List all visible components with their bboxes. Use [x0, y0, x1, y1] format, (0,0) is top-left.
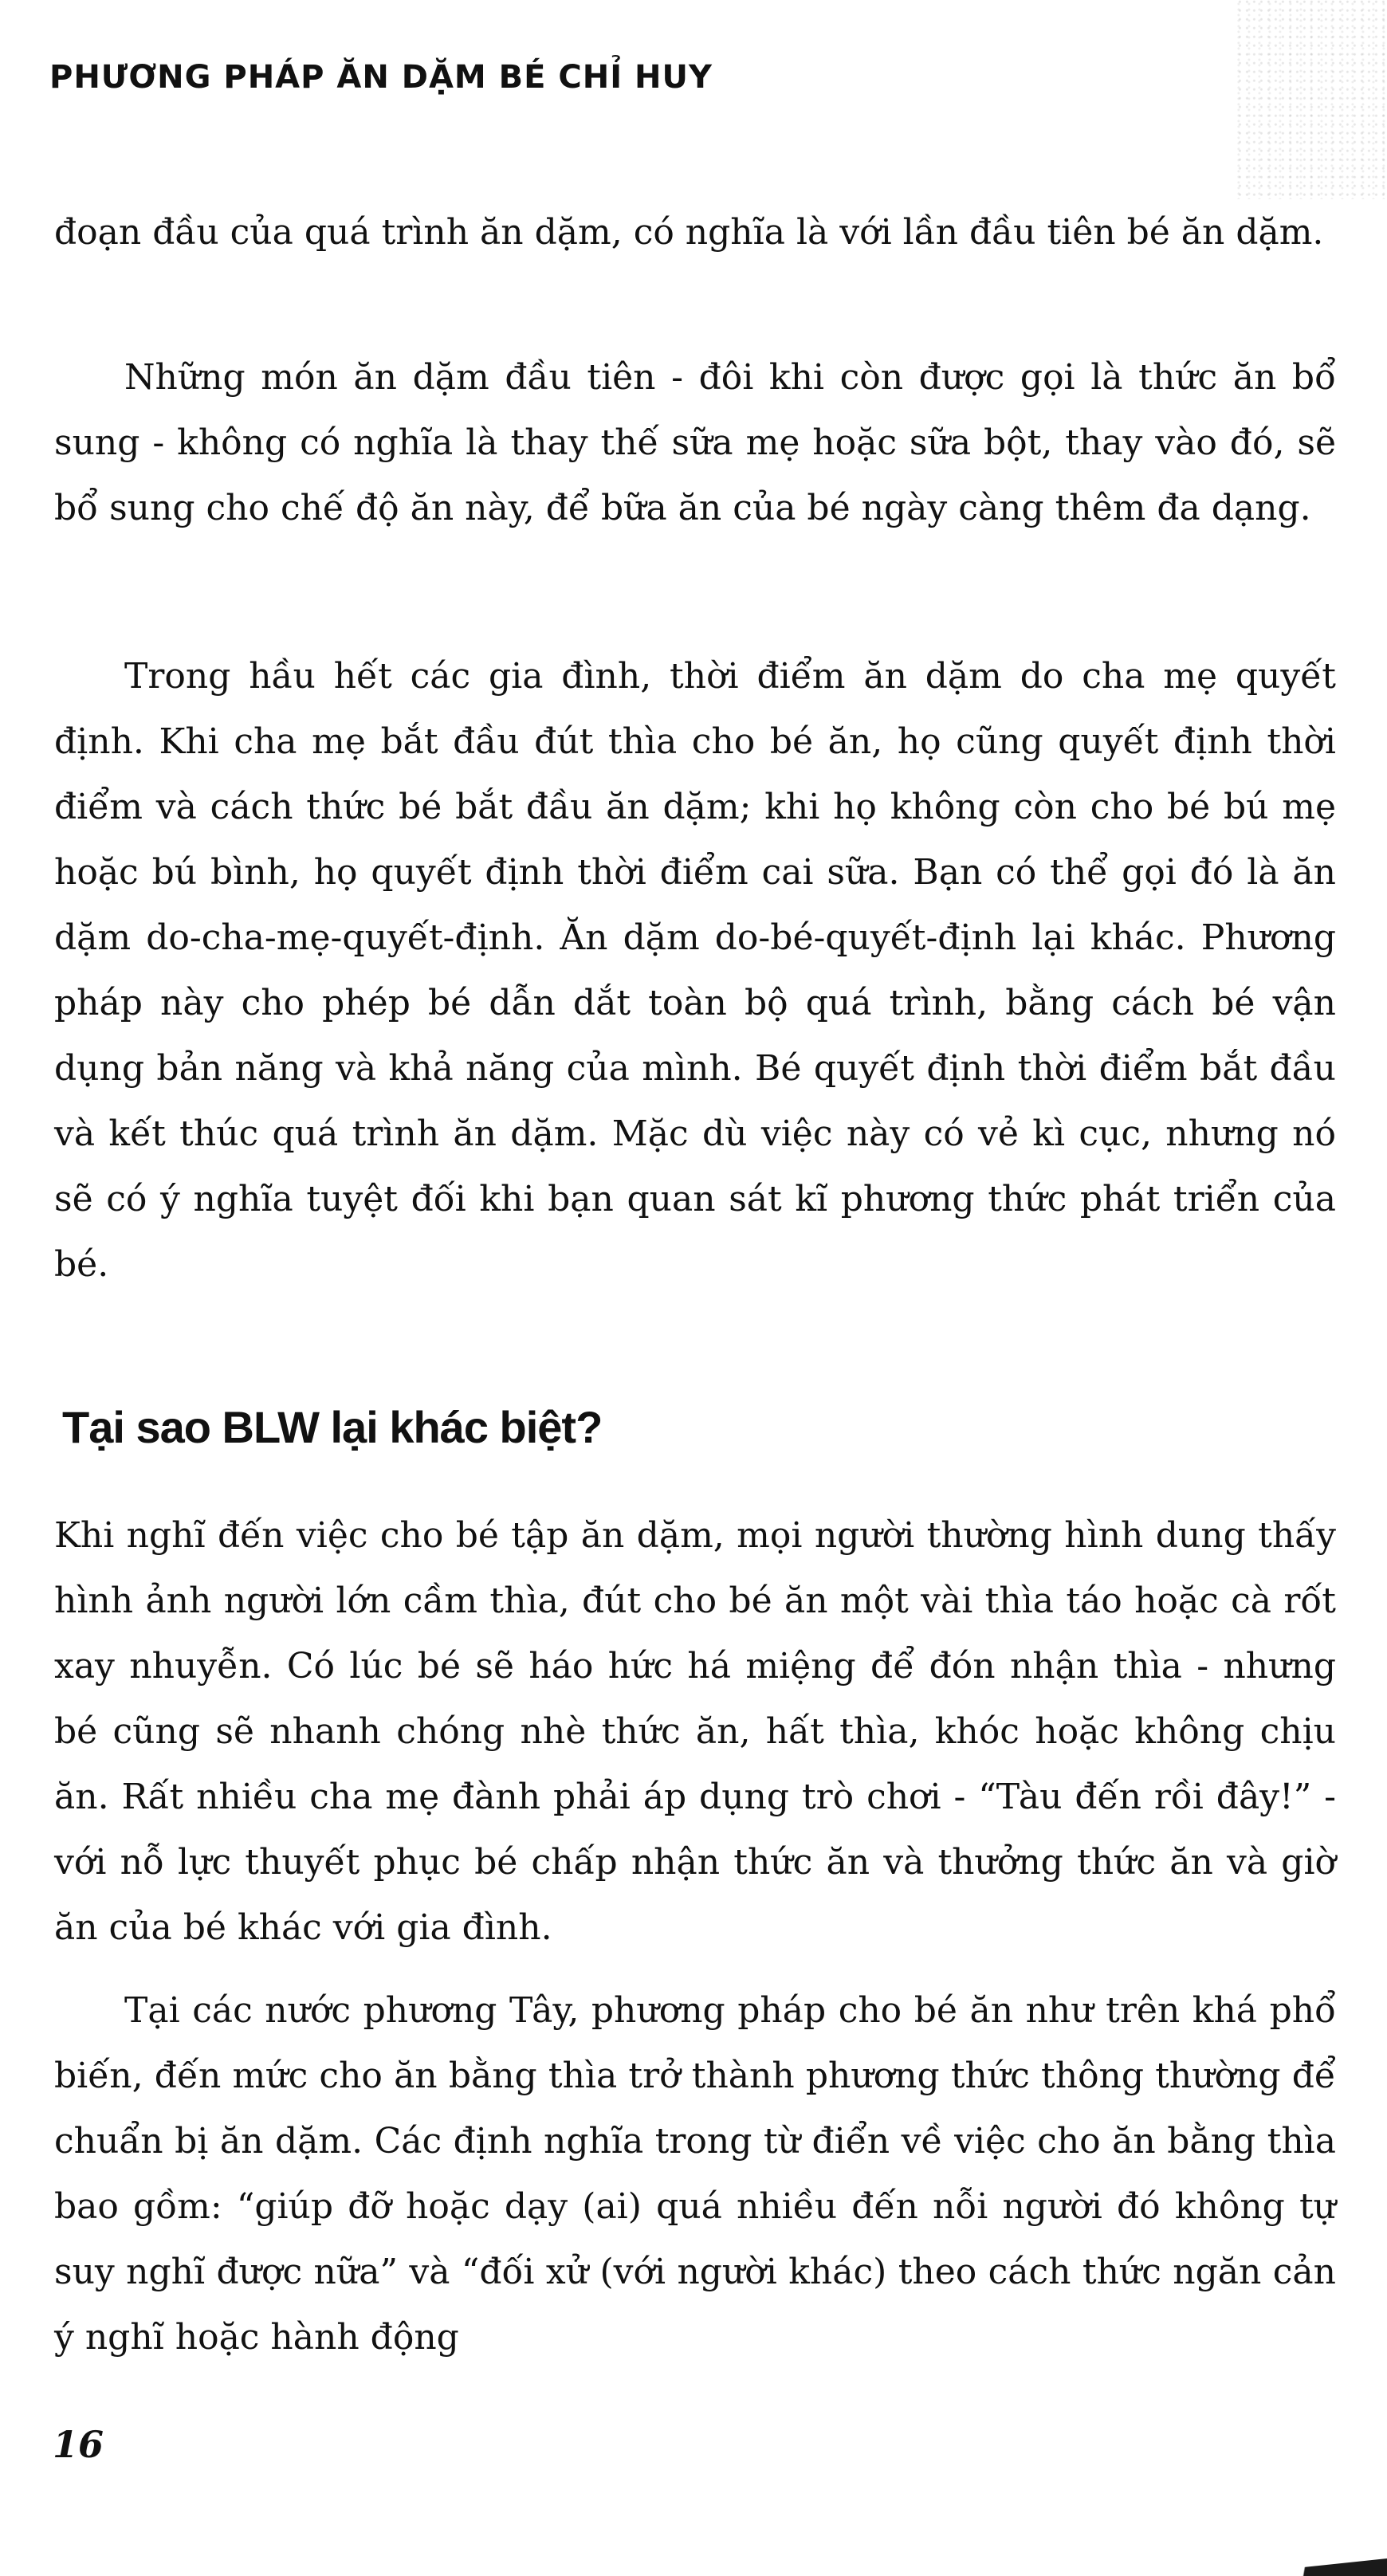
page-number: 16 — [53, 2423, 104, 2466]
paragraph-text: Tại các nước phương Tây, phương pháp cho bé ăn như trên khá phổ biến, đến mức cho ăn bằng thìa trở thành phương thức thông thường để chuẩn bị ăn dặm. Các định nghĩa trong từ điển về việc cho ăn bằng thìa bao gồm: “giúp đỡ hoặc dạy (ai) quá nhiều đến nỗi người đó không tự suy nghĩ được nữa” và “đối xử (với người khác) theo cách thức ngăn cản ý nghĩ hoặc hành động — [54, 1990, 1336, 2358]
paragraph-continuation — [54, 200, 1336, 265]
paragraph-spoon-feeding — [54, 1503, 1336, 1961]
running-header: PHƯƠNG PHÁP ĂN DẶM BÉ CHỈ HUY — [49, 59, 713, 96]
paragraph-text: Khi nghĩ đến việc cho bé tập ăn dặm, mọi người thường hình dung thấy hình ảnh người lớn cầm thìa, đút cho bé ăn một vài thìa táo hoặc cà rốt xay nhuyễn. Có lúc bé sẽ háo hức há miệng để đón nhận thìa - nhưng bé cũng sẽ nhanh chóng nhè thức ăn, hất thìa, khóc hoặc không chịu ăn. Rất nhiều cha mẹ đành phải áp dụng trò chơi - “Tàu đến rồi đây!” - với nỗ lực thuyết phục bé chấp nhận thức ăn và thưởng thức ăn và giờ ăn của bé khác với gia đình. — [54, 1515, 1336, 1948]
paragraph-parent-led-weaning — [54, 644, 1336, 1298]
paragraph-text: đoạn đầu của quá trình ăn dặm, có nghĩa là với lần đầu tiên bé ăn dặm. — [54, 212, 1324, 253]
scan-noise — [1236, 0, 1387, 199]
section-heading: Tại sao BLW lại khác biệt? — [62, 1402, 603, 1452]
paragraph-western-countries — [54, 1978, 1336, 2370]
scan-edge-shadow — [1267, 2558, 1387, 2576]
paragraph-text: Trong hầu hết các gia đình, thời điểm ăn dặm do cha mẹ quyết định. Khi cha mẹ bắt đầu đút thìa cho bé ăn, họ cũng quyết định thời điểm và cách thức bé bắt đầu ăn dặm; khi họ không còn cho bé bú mẹ hoặc bú bình, họ quyết định thời điểm cai sữa. Bạn có thể gọi đó là ăn dặm do-cha-mẹ-quyết-định. Ăn dặm do-bé-quyết-định lại khác. Phương pháp này cho phép bé dẫn dắt toàn bộ quá trình, bằng cách bé vận dụng bản năng và khả năng của mình. Bé quyết định thời điểm bắt đầu và kết thúc quá trình ăn dặm. Mặc dù việc này có vẻ kì cục, nhưng nó sẽ có ý nghĩa tuyệt đối khi bạn quan sát kĩ phương thức phát triển của bé. — [54, 656, 1336, 1285]
paragraph-complementary-food — [54, 345, 1336, 541]
paragraph-text: Những món ăn dặm đầu tiên - đôi khi còn được gọi là thức ăn bổ sung - không có nghĩa là thay thế sữa mẹ hoặc sữa bột, thay vào đó, sẽ bổ sung cho chế độ ăn này, để bữa ăn của bé ngày càng thêm đa dạng. — [54, 357, 1336, 528]
